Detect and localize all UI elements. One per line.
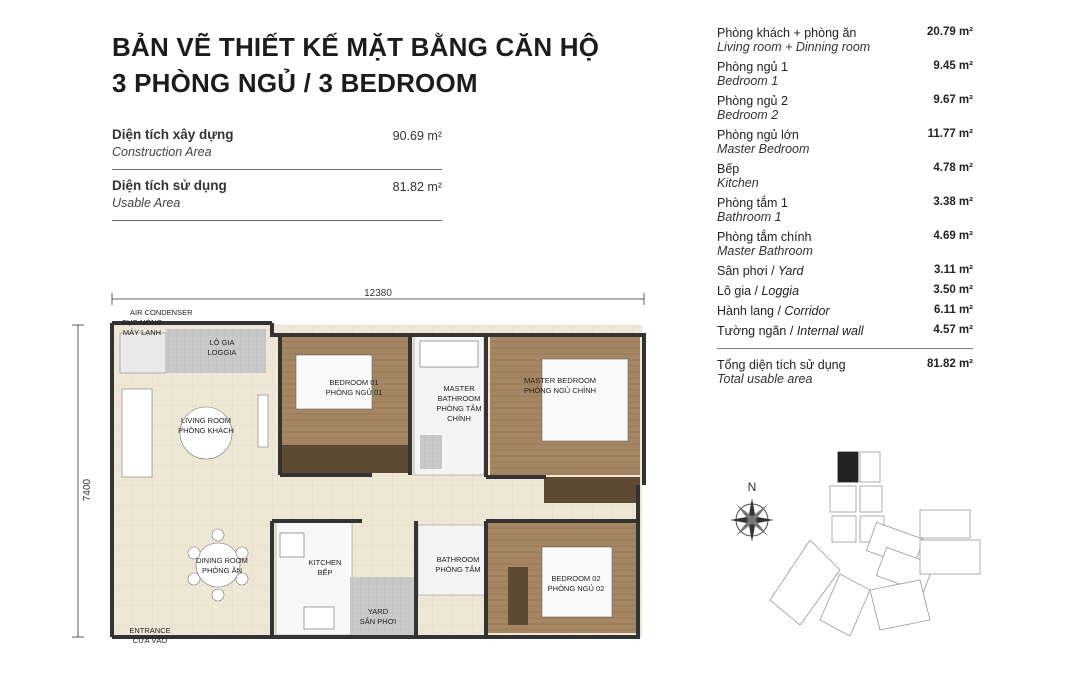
dining-room-label-en: DINING ROOM <box>196 556 248 565</box>
room-row <box>717 128 973 156</box>
master-bath-label-4: CHÍNH <box>447 414 471 423</box>
room-area: 20.79 m² <box>926 26 973 38</box>
yard-label-en: YARD <box>367 607 389 616</box>
total-area-row <box>717 358 973 386</box>
bedroom1-label-vn: PHÒNG NGỦ 01 <box>325 388 383 397</box>
bedroom2-label-vn: PHÒNG NGỦ 02 <box>547 584 605 593</box>
usable-area-row <box>112 170 442 221</box>
room-row <box>717 284 973 298</box>
bed-icon <box>542 359 628 441</box>
page-subtitle: 3 PHÒNG NGỦ / 3 BEDROOM <box>112 68 478 98</box>
construction-area-value: 90.69 m² <box>392 129 442 143</box>
room-row <box>717 60 973 88</box>
room-name-vn: Phòng ngủ 2 <box>717 94 788 108</box>
yard-floor <box>350 577 414 635</box>
room-area-list <box>717 26 973 386</box>
cuc-nong-label: CỤC NÓNG <box>121 318 163 327</box>
master-bedroom-label-vn: PHÒNG NGỦ CHÍNH <box>523 386 597 395</box>
room-area: 3.11 m² <box>934 264 973 276</box>
dining-table-icon <box>196 543 243 587</box>
bathtub-icon <box>420 341 478 367</box>
may-lanh-label: MÁY LẠNH <box>122 328 162 337</box>
room-row <box>717 196 973 224</box>
bathroom-label-en: BATHROOM <box>436 555 480 564</box>
room-name-vn: Bếp <box>717 162 740 176</box>
building-footprint <box>770 452 980 636</box>
room-name-en: Kitchen <box>717 176 759 190</box>
room-row <box>717 162 973 190</box>
room-name-en: Living room + Dinning room <box>717 40 871 54</box>
entrance-label-vn: CỬA VÀO <box>132 636 168 645</box>
room-area: 4.78 m² <box>933 162 973 174</box>
room-name-vn: Phòng tắm chính <box>717 230 812 244</box>
room-name-vn: Phòng ngủ lớn <box>717 128 799 142</box>
room-area: 3.50 m² <box>933 284 973 296</box>
width-dimension: 12380 <box>364 288 392 299</box>
room-name-en: Bathroom 1 <box>717 210 782 224</box>
bedroom1-label-en: BEDROOM 01 <box>329 378 379 387</box>
room-row <box>717 26 973 54</box>
compass-icon <box>730 480 774 542</box>
room-name-vn: Sân phơi / <box>717 264 779 278</box>
room-name-en: Internal wall <box>796 324 864 338</box>
room-name-en: Yard <box>778 264 804 278</box>
loggia-label-en: LOGGIA <box>207 348 237 357</box>
room-area: 6.11 m² <box>934 304 973 316</box>
stove-icon <box>280 533 304 557</box>
total-label-en: Total usable area <box>717 372 813 386</box>
room-area: 4.69 m² <box>933 230 973 242</box>
room-name-en: Bedroom 1 <box>717 74 779 88</box>
room-row <box>717 230 973 258</box>
usable-area-label-en: Usable Area <box>112 196 181 210</box>
master-bath-label-3: PHÒNG TẮM <box>436 404 482 413</box>
room-name-vn: Tường ngăn / <box>717 324 797 338</box>
sink-icon <box>304 607 334 629</box>
area-summary <box>112 119 442 221</box>
room-name-vn: Phòng khách + phòng ăn <box>717 26 857 40</box>
height-dimension: 7400 <box>82 478 93 502</box>
site-plan <box>720 440 1070 650</box>
north-label: N <box>747 480 757 494</box>
room-name-vn: Lô gia / <box>717 284 762 298</box>
room-name-en: Master Bathroom <box>717 244 813 258</box>
room-name-en: Master Bedroom <box>717 142 810 156</box>
page-title: BẢN VẼ THIẾT KẾ MẶT BẰNG CĂN HỘ <box>112 32 600 62</box>
sofa-icon <box>122 389 152 477</box>
room-area: 4.57 m² <box>933 324 973 336</box>
room-area: 9.67 m² <box>933 94 973 106</box>
construction-area-row <box>112 119 442 170</box>
kitchen-label-vn: BẾP <box>317 568 333 577</box>
room-row <box>717 304 973 318</box>
living-room-label-vn: PHÒNG KHÁCH <box>178 426 234 435</box>
divider <box>717 348 973 349</box>
room-name-en: Loggia <box>761 284 800 298</box>
room-area: 3.38 m² <box>933 196 973 208</box>
room-name-vn: Phòng tắm 1 <box>717 196 788 210</box>
room-name-en: Bedroom 2 <box>717 108 779 122</box>
construction-area-label-vn: Diện tích xây dựng <box>112 127 234 142</box>
usable-area-value: 81.82 m² <box>392 180 442 194</box>
room-name-vn: Hành lang / <box>717 304 785 318</box>
construction-area-label-en: Construction Area <box>112 145 212 159</box>
master-bath-label-1: MASTER <box>443 384 475 393</box>
room-name-en: Corridor <box>784 304 830 318</box>
total-area-value: 81.82 m² <box>926 358 973 370</box>
kitchen-label-en: KITCHEN <box>308 558 342 567</box>
air-condenser-label: AIR CONDENSER <box>130 308 193 317</box>
bedroom2-label-en: BEDROOM 02 <box>551 574 601 583</box>
room-row <box>717 324 973 338</box>
room-area: 11.77 m² <box>927 128 973 140</box>
master-bedroom-label-en: MASTER BEDROOM <box>523 376 597 385</box>
usable-area-label-vn: Diện tích sử dụng <box>112 178 227 193</box>
living-room-label-en: LIVING ROOM <box>180 416 232 425</box>
room-row <box>717 264 973 278</box>
room-name-vn: Phòng ngủ 1 <box>717 60 788 74</box>
loggia-label-vn: LÔ GIA <box>209 338 235 347</box>
yard-label-vn: SÂN PHƠI <box>359 617 397 626</box>
entrance-label-en: ENTRANCE <box>129 626 171 635</box>
dining-room-label-vn: PHÒNG ĂN <box>201 566 243 575</box>
total-label-vn: Tổng diện tích sử dụng <box>717 358 846 372</box>
room-area: 9.45 m² <box>933 60 973 72</box>
bathroom-label-vn: PHÒNG TẮM <box>435 565 481 574</box>
room-row <box>717 94 973 122</box>
floor-plan <box>72 285 657 650</box>
master-bath-label-2: BATHROOM <box>437 394 481 403</box>
